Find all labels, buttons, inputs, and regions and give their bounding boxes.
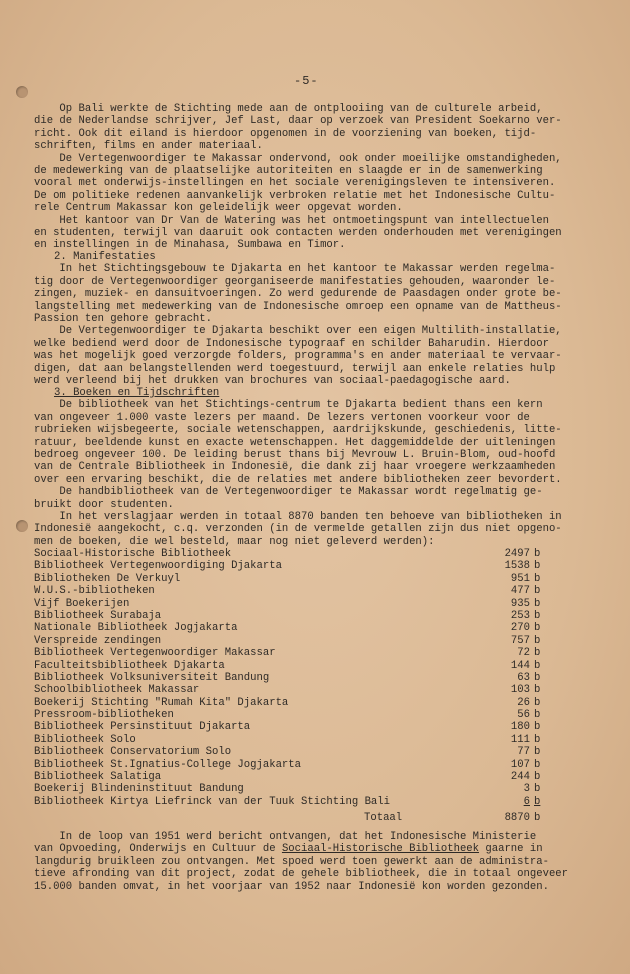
volume-count: 180	[510, 721, 530, 734]
library-name: Faculteitsbibliotheek Djakarta	[34, 659, 225, 672]
unit-label: b	[534, 585, 541, 598]
unit-label: b	[534, 684, 541, 697]
library-name: Pressroom-bibliotheken	[34, 709, 174, 722]
unit-label: b	[534, 733, 541, 746]
table-row	[34, 721, 594, 733]
table-row	[34, 697, 594, 709]
library-name: Bibliotheek Salatiga	[34, 771, 162, 784]
library-name: Schoolbibliotheek Makassar	[34, 684, 200, 697]
table-row	[34, 573, 594, 585]
library-name: Nationale Bibliotheek Jogjakarta	[34, 622, 238, 635]
unit-label: b	[534, 647, 541, 660]
text-line: bedroeg ongeveer 100. De leiding berust thans bij Mevrouw L. Bruin-Blom, oud-hoofd	[34, 448, 556, 461]
text-line: en instellingen in de Minahasa, Sumbawa en Timor.	[34, 239, 346, 252]
volume-count: 253	[510, 609, 530, 622]
table-row	[34, 548, 594, 560]
library-name: Boekerij Blindeninstituut Bandung	[34, 783, 244, 796]
text-line: De om politieke redenen aanvankelijk verbroken relatie met het Indonesische Cultu-	[34, 189, 556, 202]
text-line: die de Nederlandse schrijver, Jef Last, daar op verzoek van President Soekarno ver-	[34, 115, 562, 128]
table-row	[34, 709, 594, 721]
volume-count: 26	[517, 696, 530, 709]
volume-count: 951	[510, 572, 530, 585]
volume-count: 103	[510, 684, 530, 697]
table-row	[34, 759, 594, 771]
text-line: vooral met onderwijs-instellingen en het sociale verenigingsleven te intensiveren.	[34, 177, 556, 190]
volume-count: 6	[523, 795, 530, 808]
unit-label: b	[534, 622, 541, 635]
library-name: Bibliotheek Kirtya Liefrinck van der Tuuk Stichting Bali	[34, 795, 391, 808]
text-line: De Vertegenwoordiger te Djakarta beschikt over een eigen Multilith-installatie,	[34, 325, 562, 338]
text-line: en studenten, terwijl van daaruit ook contacten werden onderhouden met verenigingen	[34, 226, 562, 239]
text-line: tieve afronding van dit project, zodat de gehele bibliotheek, die in totaal ongeveer	[34, 868, 569, 881]
text-line: Het kantoor van Dr Van de Watering was het ontmoetingspunt van intellectuelen	[34, 214, 549, 227]
section-heading: 2. Manifestaties	[54, 251, 156, 263]
text-line: van de Centrale Bibliotheek in Indonesië, die dank zij haar vroegere werkzaamheden	[34, 461, 556, 474]
section-3	[34, 387, 594, 548]
text-line: over een ervaring beschikt, die de relaties met andere bibliotheken zeer bevordert.	[34, 473, 562, 486]
text-line: richt. Ook dit eiland is hierdoor opgenomen in de voorziening van boeken, tijd-	[34, 127, 537, 140]
table-row	[34, 635, 594, 647]
text-line: In het verslagjaar werden in totaal 8870 banden ten behoeve van bibliotheken in	[34, 510, 562, 523]
intro-paragraphs	[34, 103, 594, 252]
text-line: In het Stichtingsgebouw te Djakarta en het kantoor te Makassar werden regelma-	[34, 263, 556, 276]
section-heading: 3. Boeken en Tijdschriften	[54, 387, 220, 399]
library-name: Sociaal-Historische Bibliotheek	[34, 548, 232, 560]
table-row	[34, 660, 594, 672]
library-name: Bibliotheken De Verkuyl	[34, 572, 181, 585]
text-line: bruikt door studenten.	[34, 498, 174, 511]
unit-label: b	[534, 721, 541, 734]
text-line: van Opvoeding, Onderwijs en Cultuur de Sociaal-Historische Bibliotheek gaarne in	[34, 843, 543, 856]
library-name: Vijf Boekerijen	[34, 597, 130, 610]
unit-label: b	[534, 572, 541, 585]
text-line: Passion ten gehore gebracht.	[34, 312, 213, 325]
library-name: Bibliotheek Vertegenwoordiger Makassar	[34, 647, 276, 660]
library-name: Verspreide zendingen	[34, 634, 162, 647]
volume-count: 72	[517, 647, 530, 660]
total-row	[34, 812, 594, 824]
text-line: zingen, muziek- en dansuitvoeringen. Zo werd gedurende de Paasdagen onder grote be-	[34, 288, 562, 301]
page-number: -5-	[294, 74, 319, 88]
volume-count: 56	[517, 709, 530, 722]
text-line: digen, dat aan belangstellenden werd toegestuurd, terwijl aan enkele relaties hulp	[34, 362, 556, 375]
table-row	[34, 746, 594, 758]
text-line: men de boeken, die wel besteld, maar nog niet geleverd werden):	[34, 535, 435, 548]
library-table	[34, 548, 594, 825]
closing-paragraph	[34, 831, 594, 893]
text-line: De handbibliotheek van de Vertegenwoordiger te Makassar wordt regelmatig ge-	[34, 486, 543, 499]
volume-count: 935	[510, 597, 530, 610]
text-line: langdurig bruikleen zou ontvangen. Met spoed werd toen gewerkt aan de administra-	[34, 855, 549, 868]
unit-label: b	[534, 659, 541, 672]
section-3-body	[34, 399, 594, 548]
unit-label: b	[534, 795, 541, 808]
unit-label: b	[534, 746, 541, 759]
volume-count: 144	[510, 659, 530, 672]
library-name: Bibliotheek Conservatorium Solo	[34, 746, 232, 759]
text-line: In de loop van 1951 werd bericht ontvangen, dat het Indonesische Ministerie	[34, 831, 537, 843]
text-line: 15.000 banden omvat, in het voorjaar van 1952 naar Indonesië kon worden gezonden.	[34, 880, 549, 893]
text-line: werd verleend bij het drukken van brochures van sociaal-paedagogische aard.	[34, 374, 511, 387]
text-line: De bibliotheek van het Stichtings-centrum te Djakarta bedient thans een kern	[34, 399, 543, 412]
punch-hole	[16, 86, 28, 98]
unit-label: b	[534, 634, 541, 647]
text-line: rele Centrum Makassar kon geleidelijk weer opgevat worden.	[34, 202, 403, 215]
table-row	[34, 622, 594, 634]
volume-count: 1538	[504, 560, 530, 573]
table-row	[34, 783, 594, 795]
library-name: Bibliotheek Solo	[34, 733, 136, 746]
text-line: de medewerking van de plaatselijke autoriteiten en slaagde er in de samenwerking	[34, 164, 543, 177]
library-name: Bibliotheek Volksuniversiteit Bandung	[34, 671, 270, 684]
text-line: welke bediend werd door de Indonesische typograaf en schilder Baharudin. Hierdoor	[34, 337, 549, 350]
table-row	[34, 647, 594, 659]
volume-count: 244	[510, 771, 530, 784]
unit-label: b	[534, 560, 541, 573]
text-line: was het mogelijk goed verzorgde folders, programma's en ander materiaal te vervaar-	[34, 350, 562, 363]
unit-label: b	[534, 783, 541, 796]
unit-label: b	[534, 609, 541, 622]
volume-count: 107	[510, 758, 530, 771]
section-2-body	[34, 263, 594, 387]
table-row	[34, 598, 594, 610]
unit-label: b	[534, 709, 541, 722]
volume-count: 270	[510, 622, 530, 635]
unit-label: b	[534, 758, 541, 771]
text-line: De Vertegenwoordiger te Makassar ondervond, ook onder moeilijke omstandigheden,	[34, 152, 562, 165]
total-label: Totaal	[364, 812, 403, 825]
table-row	[34, 560, 594, 572]
unit-label: b	[534, 597, 541, 610]
table-row	[34, 734, 594, 746]
volume-count: 757	[510, 634, 530, 647]
total-count: 8870	[504, 812, 530, 825]
section-2	[34, 251, 594, 387]
library-name: Boekerij Stichting "Rumah Kita" Djakarta	[34, 696, 289, 709]
table-row	[34, 796, 594, 808]
punch-hole	[16, 520, 28, 532]
volume-count: 63	[517, 671, 530, 684]
text-line: van ongeveer 1.000 vaste lezers per maand. De lezers vertonen voorkeur voor de	[34, 411, 530, 424]
unit-label: b	[534, 696, 541, 709]
unit-label: b	[534, 548, 541, 560]
text-line: rubrieken wijsbegeerte, sociale wetenschappen, aardrijkskunde, geschiedenis, litte-	[34, 424, 562, 437]
table-row	[34, 771, 594, 783]
unit-label: b	[534, 671, 541, 684]
library-name: Bibliotheek Surabaja	[34, 609, 162, 622]
text-line: Indonesië aangekocht, c.q. verzonden (in de vermelde getallen zijn dus niet opgeno-	[34, 523, 562, 536]
library-name: W.U.S.-bibliotheken	[34, 585, 155, 598]
table-row	[34, 585, 594, 597]
library-name: Bibliotheek St.Ignatius-College Jogjakarta	[34, 758, 302, 771]
text-line: ratuur, beeldende kunst en exacte wetenschappen. Het daggemiddelde der uitleningen	[34, 436, 556, 449]
text-line: schriften, films en ander materiaal.	[34, 140, 263, 153]
volume-count: 2497	[504, 548, 530, 560]
text-line: Op Bali werkte de Stichting mede aan de ontplooiing van de culturele arbeid,	[34, 103, 543, 115]
text-line: tig door de Vertegenwoordiger georganiseerde manifestaties gehouden, waaronder le-	[34, 275, 556, 288]
text-line: langstelling met medewerking van de Indonesische omroep een opname van de Mattheus-	[34, 300, 562, 313]
table-row	[34, 672, 594, 684]
volume-count: 111	[510, 733, 530, 746]
library-name: Bibliotheek Vertegenwoordiging Djakarta	[34, 560, 282, 573]
table-row	[34, 684, 594, 696]
table-row	[34, 610, 594, 622]
unit-label: b	[534, 812, 541, 825]
volume-count: 77	[517, 746, 530, 759]
volume-count: 3	[523, 783, 530, 796]
unit-label: b	[534, 771, 541, 784]
volume-count: 477	[510, 585, 530, 598]
library-name: Bibliotheek Persinstituut Djakarta	[34, 721, 251, 734]
